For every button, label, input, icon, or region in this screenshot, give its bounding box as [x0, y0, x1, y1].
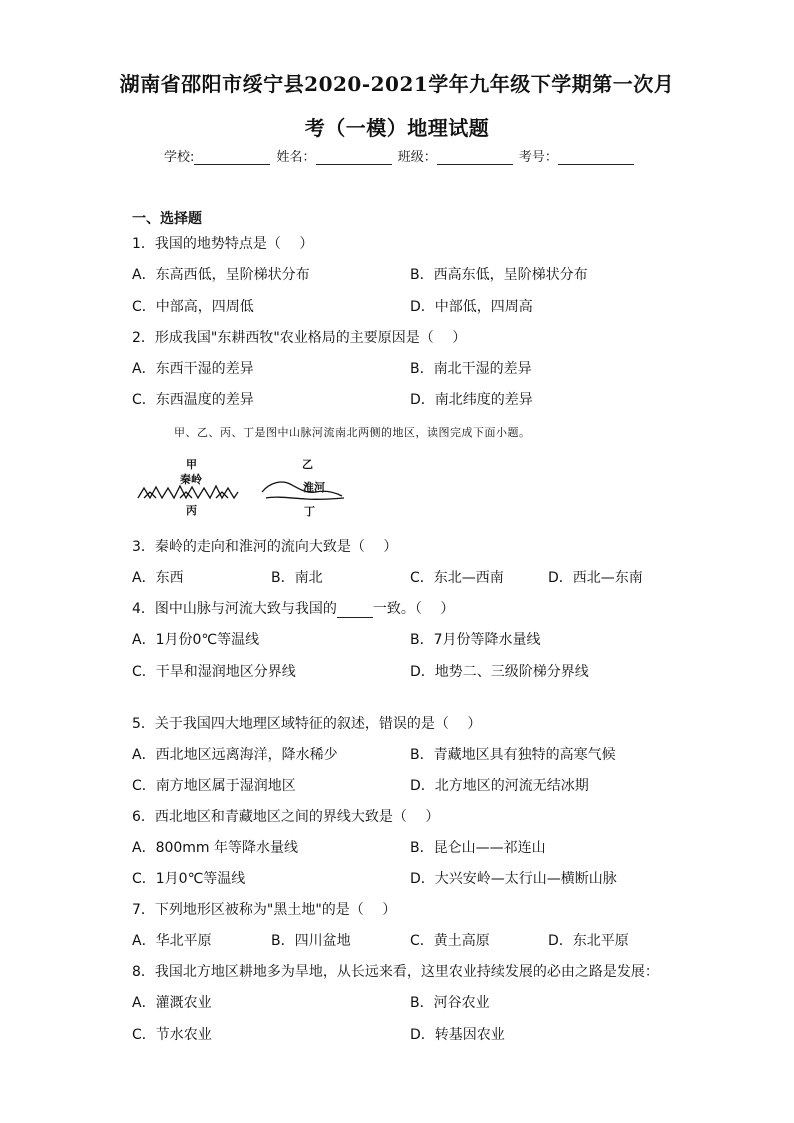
question-stem: 1．我国的地势特点是（ ）: [132, 236, 314, 252]
exam-no-label: 考号：: [518, 150, 558, 165]
option-d[interactable]: D．北方地区的河流无结冰期: [410, 778, 589, 794]
class-blank[interactable]: [437, 150, 513, 165]
option-c[interactable]: C．黄土高原: [410, 933, 490, 949]
name-blank[interactable]: [316, 150, 392, 165]
option-d[interactable]: D．西北—东南: [548, 570, 643, 586]
option-d[interactable]: D．中部低，四周高: [410, 299, 533, 315]
option-a[interactable]: A．灌溉农业: [132, 995, 212, 1011]
question-stem: 3．秦岭的走向和淮河的流向大致是（ ）: [132, 539, 398, 555]
option-a[interactable]: A．华北平原: [132, 933, 212, 949]
option-c[interactable]: C．南方地区属于湿润地区: [132, 778, 296, 794]
option-b[interactable]: B．青藏地区具有独特的高寒气候: [410, 747, 616, 763]
page-title-line1: 湖南省邵阳市绥宁县2020-2021学年九年级下学期第一次月: [119, 72, 675, 96]
option-a[interactable]: A．西北地区远离海洋，降水稀少: [132, 747, 338, 763]
label-huaihe: 淮河: [303, 481, 325, 494]
option-d[interactable]: D．东北平原: [548, 933, 629, 949]
option-c[interactable]: C．中部高，四周低: [132, 299, 254, 315]
school-blank[interactable]: [194, 150, 270, 165]
option-b[interactable]: B．南北: [271, 570, 323, 586]
option-c[interactable]: C．节水农业: [132, 1027, 212, 1043]
river-symbol: [262, 482, 344, 499]
question-stem: 6．西北地区和青藏地区之间的界线大致是（ ）: [132, 809, 440, 825]
question-stem-after: 一致。（ ）: [372, 601, 455, 617]
option-a[interactable]: A．800mm 年等降水量线: [132, 840, 299, 856]
option-d[interactable]: D．转基因农业: [410, 1027, 505, 1043]
label-jia: 甲: [186, 458, 197, 471]
option-b[interactable]: B．昆仑山——祁连山: [410, 840, 546, 856]
class-label: 班级：: [397, 150, 437, 165]
option-b[interactable]: B．7月份等降水量线: [410, 632, 541, 648]
option-c[interactable]: C．东北—西南: [410, 570, 504, 586]
question-stem-before: 4．图中山脉与河流大致与我国的: [132, 601, 337, 617]
option-d[interactable]: D．大兴安岭—太行山—横断山脉: [410, 871, 617, 887]
page-title-line2: 考（一模）地理试题: [304, 116, 490, 140]
figure-drawing: [130, 452, 360, 518]
option-d[interactable]: D．地势二、三级阶梯分界线: [410, 664, 589, 680]
name-label: 姓名：: [276, 150, 316, 165]
option-c[interactable]: C．东西温度的差异: [132, 392, 254, 408]
label-bing: 丙: [186, 504, 197, 517]
option-d[interactable]: D．南北纬度的差异: [410, 392, 533, 408]
option-c[interactable]: C．干旱和湿润地区分界线: [132, 664, 296, 680]
figure-caption: 甲、乙、丙、丁是图中山脉河流南北两侧的地区，读图完成下面小题。: [174, 426, 531, 439]
label-qinling: 秦岭: [180, 473, 202, 486]
option-b[interactable]: B．四川盆地: [271, 933, 351, 949]
option-a[interactable]: A．东西干湿的差异: [132, 361, 254, 377]
option-a[interactable]: A．东西: [132, 570, 184, 586]
option-c[interactable]: C．1月0℃等温线: [132, 871, 246, 887]
option-a[interactable]: A．1月份0℃等温线: [132, 632, 260, 648]
mountain-symbol: [138, 486, 238, 498]
student-info-row: [164, 146, 636, 165]
question-stem: 2．形成我国"东耕西牧"农业格局的主要原因是（ ）: [132, 330, 467, 346]
option-a[interactable]: A．东高西低，呈阶梯状分布: [132, 267, 310, 283]
label-yi: 乙: [302, 458, 313, 471]
option-b[interactable]: B．河谷农业: [410, 995, 490, 1011]
question-stem: 7．下列地形区被称为"黑土地"的是（ ）: [132, 902, 397, 918]
school-label: 学校:: [164, 150, 195, 165]
section-title: 一、选择题: [132, 211, 202, 227]
option-b[interactable]: B．西高东低，呈阶梯状分布: [410, 267, 588, 283]
exam-no-blank[interactable]: [558, 150, 634, 165]
option-b[interactable]: B．南北干湿的差异: [410, 361, 532, 377]
question-stem: [132, 598, 454, 618]
answer-blank[interactable]: [337, 603, 373, 618]
question-stem: 8．我国北方地区耕地多为旱地，从长远来看，这里农业持续发展的必由之路是发展：: [132, 964, 659, 980]
question-stem: 5．关于我国四大地理区域特征的叙述，错误的是（ ）: [132, 716, 482, 732]
label-ding: 丁: [304, 505, 315, 518]
qinling-huaihe-figure: [130, 452, 360, 518]
